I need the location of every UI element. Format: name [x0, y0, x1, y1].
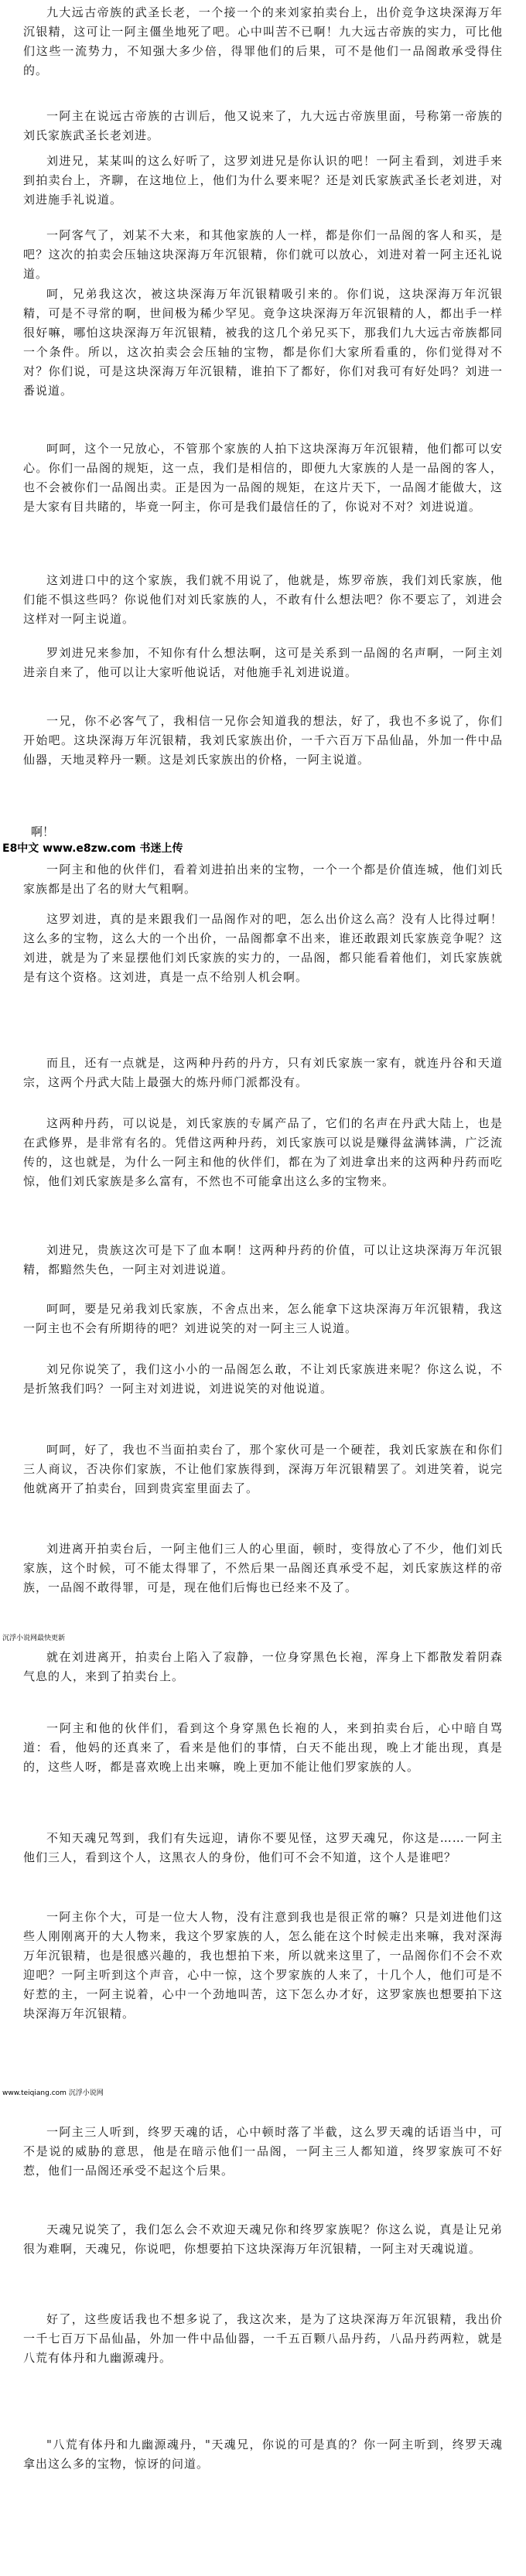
site-watermark: E8中文 www.e8zw.com 书迷上传 [2, 842, 183, 855]
paragraph: 一阿主三人听到，终罗天魂的话，心中顿时落了半截，这么罗天魂的话语当中，可不是说的威胁的意思，他是在暗示他们一品阁，一阿主三人都知道，终罗家族可不好惹，他们一品阁还承受不起这个后果。 [23, 2125, 503, 2178]
paragraph: 九大远古帝族的武圣长老，一个接一个的来刘家拍卖台上，出价竞争这块深海万年沉银精，这可让一阿主僵坐地死了吧。心中叫苦不已啊！九大远古帝族的实力，可比他们这些一流势力，不知强大多少倍，得罪他们的后果，可不是他们一品阁敢承受得住的。 [23, 5, 503, 77]
paragraph: 天魂兄说笑了，我们怎么会不欢迎天魂兄你和终罗家族呢？你这么说，真是让兄弟很为难啊，天魂兄，你说吧，你想要拍下这块深海万年沉银精，一阿主对天魂说道。 [23, 2222, 503, 2256]
paragraph: 刘进离开拍卖台后，一阿主他们三人的心里面，顿时，变得放心了不少，他们刘氏家族，这个时候，可不能太得罪了，不然后果一品阁还真承受不起，刘氏家族这样的帝族，一品阁不敢得罪，可是，现在他们后悔也已经来不及了。 [23, 1542, 503, 1594]
exclamation-text: 啊！ [31, 825, 55, 839]
paragraph: "八荒有体丹和九幽源魂丹，"天魂兄，你说的可是真的？你一阿主听到，终罗天魂拿出这么多的宝物，惊讶的问道。 [23, 2438, 503, 2471]
paragraph: 这两种丹药，可以说是，刘氏家族的专属产品了，它们的名声在丹武大陆上，也是在武修界，是非常有名的。凭借这两种丹药，刘氏家族可以说是赚得盆满钵满，广泛流传的，这也就是，为什么一阿主和他的伙伴们，都在为了刘进拿出来的这两种丹药而吃惊，他们刘氏家族是多么富有，不然也不可能拿出这么多的宝物来。 [23, 1116, 503, 1188]
paragraph: 呵呵，这个一兄放心，不管那个家族的人拍下这块深海万年沉银精，他们都可以安心。你们一品阁的规矩，这一点，我们是相信的，即便九大家族的人是一品阁的客人，也不会被你们一品阁出卖。正是因为一品阁的规矩，在这片天下，一品阁才能做大，这是大家有目共睹的，毕竟一阿主，你可是我们最信任的了，你说对不对？刘进说道。 [23, 442, 503, 514]
paragraph: 好了，这些废话我也不想多说了，我这次来，是为了这块深海万年沉银精，我出价一千七百万下品仙晶，外加一件中品仙器，一千五百颗八品丹药，八品丹药两粒，就是八荒有体丹和九幽源魂丹。 [23, 2312, 503, 2365]
paragraph: 而且，还有一点就是，这两种丹药的丹方，只有刘氏家族一家有，就连丹谷和天道宗，这两个丹武大陆上最强大的炼丹师门派都没有。 [23, 1056, 503, 1089]
paragraph: 这罗刘进，真的是来跟我们一品阁作对的吧，怎么出价这么高？没有人比得过啊！这么多的宝物，这么大的一个出价，一品阁都拿不出来，谁还敢跟刘氏家族竞争呢？这刘进，就是为了来显摆他们刘氏家族的实力的，一品阁，都只能看着他们，刘氏家族就是有这个资格。这刘进，真是一点不给别人机会啊。 [23, 912, 503, 984]
paragraph: 一阿主你个大，可是一位大人物，没有注意到我也是很正常的嘛？只是刘进他们这些人刚刚离开的大人物来，我这个罗家族的人，怎么能在这个时候走出来嘛，我对深海万年沉银精，也是很感兴趣的，我也想拍下来，所以就来这里了，一品阁你们不会不欢迎吧？一阿主听到这个声音，心中一惊，这个罗家族的人来了，十几个人，他们可是不好惹的主，一阿主说着，心中一个劲地叫苦，这下怎么办才好，这罗家族也想要拍下这块深海万年沉银精。 [23, 1910, 503, 2021]
paragraph: 罗刘进兄来参加，不知你有什么想法啊，这可是关系到一品阁的名声啊，一阿主刘进亲自来了，他可以让大家听他说话，对他施手礼刘进说道。 [23, 646, 503, 679]
paragraph: 一阿主和他的伙伴们，看到这个身穿黑色长袍的人，来到拍卖台后，心中暗自骂道：看，他妈的还真来了，看来是他们的事情，白天不能出现，晚上才能出现，真是的，这些人呀，都是喜欢晚上出来嘛，晚上更加不能让他们罗家族的人。 [23, 1721, 503, 1774]
site-watermark: www.teiqiang.com 沉浮小说网 [2, 2089, 104, 2097]
paragraph: 呵，兄弟我这次，被这块深海万年沉银精吸引来的。你们说，这块深海万年沉银精，可是不寻常的啊，世间极为稀少罕见。竟争这块深海万年沉银精的人，都出手一样很好嘛，哪怕这块深海万年沉银精，被我的这几个弟兄买下，那我们九大远古帝族都同一个条件。所以，这次拍卖会会压轴的宝物，都是你们大家所看重的，你们觉得对不对？你们说，可是这块深海万年沉银精，谁拍下了都好，你们对我可有好处吗？刘进一番说道。 [23, 287, 503, 398]
paragraph: 呵呵，要是兄弟我刘氏家族，不舍点出来，怎么能拿下这块深海万年沉银精，我这一阿主也不会有所期待的吧？刘进说笑的对一阿主三人说道。 [23, 1302, 503, 1335]
paragraph: 一阿主和他的伙伴们，看着刘进拍出来的宝物，一个一个都是价值连城，他们刘氏家族都是出了名的财大气粗啊。 [23, 863, 503, 896]
paragraph: 这刘进口中的这个家族，我们就不用说了，他就是，炼罗帝族，我们刘氏家族，他们能不惧这些吗？你说他们对刘氏家族的人，不敢有什么想法吧？你不要忘了，刘进会这样对一阿主说道。 [23, 573, 503, 626]
paragraph: 就在刘进离开，拍卖台上陷入了寂静，一位身穿黑色长袍，浑身上下都散发着阴森气息的人，来到了拍卖台上。 [23, 1650, 503, 1683]
paragraph: 一阿客气了，刘某不大来，和其他家族的人一样，都是你们一品阁的客人和买，是吧？这次的拍卖会压轴这块深海万年沉银精，你们就可以放心，刘进对着一阿主还礼说道。 [23, 228, 503, 281]
paragraph: 刘进兄，贵族这次可是下了血本啊！这两种丹药的价值，可以让这块深海万年沉银精，都黯然失色，一阿主对刘进说道。 [23, 1243, 503, 1276]
paragraph: 呵呵，好了，我也不当面拍卖台了，那个家伙可是一个硬茬，我刘氏家族在和你们三人商议，否决你们家族，不让他们家族得到，深海万年沉银精罢了。刘进笑着，说完他就离开了拍卖台，回到贵宾室里面去了。 [23, 1443, 503, 1495]
paragraph: 一兄，你不必客气了，我相信一兄你会知道我的想法，好了，我也不多说了，你们开始吧。这块深海万年沉银精，我刘氏家族出价，一千六百万下品仙晶，外加一件中品仙器，天地灵粹丹一颗。这是刘氏家族出的价格，一阿主说道。 [23, 714, 503, 767]
paragraph: 刘进兄，某某叫的这么好听了，这罗刘进兄是你认识的吧！一阿主看到，刘进手来到拍卖台上，齐聊，在这地位上，他们为什么要来呢？还是刘氏家族武圣长老刘进，对刘进施手礼说道。 [23, 154, 503, 207]
site-watermark: 沉浮小说网最快更新 [2, 1635, 66, 1642]
paragraph: 一阿主在说远古帝族的古训后，他又说来了，九大远古帝族里面，号称第一帝族的刘氏家族武圣长老刘进。 [23, 109, 503, 142]
paragraph: 刘兄你说笑了，我们这小小的一品阁怎么敢，不让刘氏家族进来呢？你这么说，不是折煞我们吗？一阿主对刘进说，刘进说笑的对他说道。 [23, 1362, 503, 1396]
paragraph: 不知天魂兄驾到，我们有失远迎，请你不要见怪，这罗天魂兄，你这是……一阿主他们三人，看到这个人，这黑衣人的身份，他们可不会不知道，这个人是谁吧？ [23, 1831, 503, 1864]
